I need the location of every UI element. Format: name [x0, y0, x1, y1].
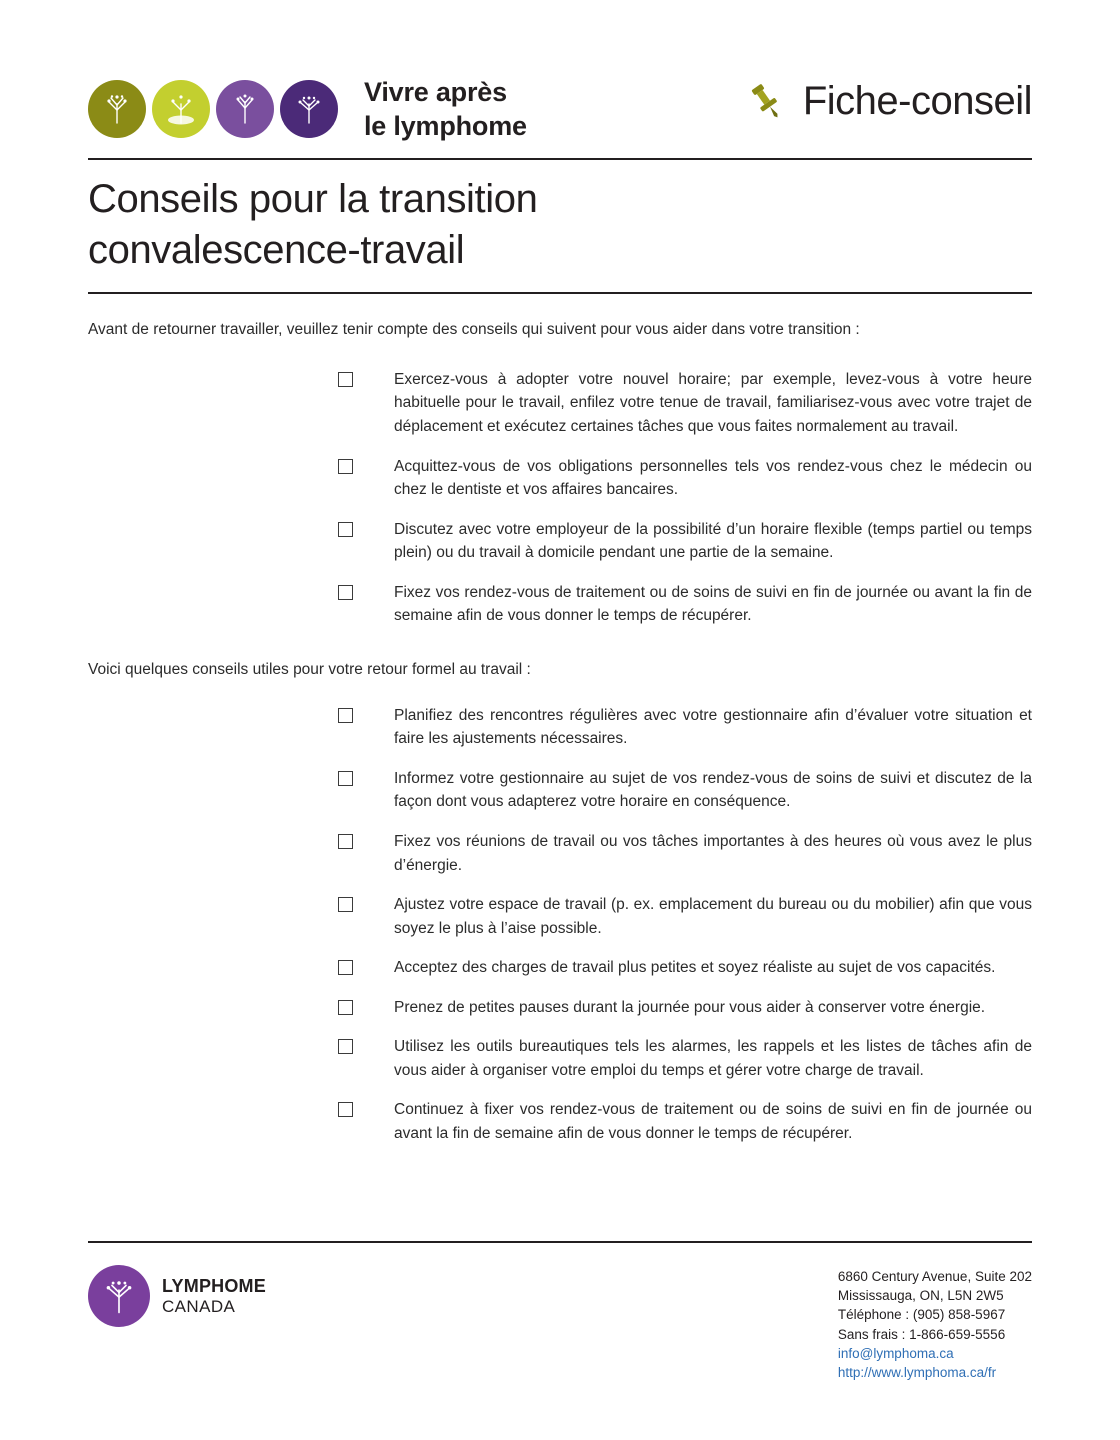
phone-number: Téléphone : (905) 858-5967 [837, 1307, 1006, 1323]
checkbox-icon[interactable] [338, 1102, 353, 1117]
checkbox-icon[interactable] [338, 585, 353, 600]
list-item-label: Utilisez les outils bureautiques tels les alarmes, les rappels et les listes de tâches afin de vous aider à organiser votre emploi du temps et gérer votre charge de travail. [394, 1038, 1032, 1079]
list-item-label: Ajustez votre espace de travail (p. ex. emplacement du bureau ou du mobilier) afin que vous soyez le plus à l’aise possible. [394, 896, 1032, 937]
checklist-before-return [88, 368, 1032, 628]
checkbox-icon[interactable] [338, 1039, 353, 1054]
checkbox-icon[interactable] [338, 771, 353, 786]
organization-name-line-1: LYMPHOME [162, 1275, 266, 1296]
logo-circle-deep-purple [280, 80, 338, 138]
list-item [338, 767, 1032, 814]
checkbox-icon[interactable] [338, 522, 353, 537]
list-item [338, 830, 1032, 877]
organization-name [162, 1276, 266, 1316]
header-divider [88, 158, 1032, 160]
list-item [338, 704, 1032, 751]
checkbox-icon[interactable] [338, 459, 353, 474]
list-item [338, 518, 1032, 565]
logo-circle-purple [216, 80, 274, 138]
tree-icon [292, 92, 326, 126]
page-footer [0, 1241, 1120, 1382]
tree-icon [99, 1276, 139, 1316]
logo-circle-footer [88, 1265, 150, 1327]
list-item-label: Fixez vos rendez-vous de traitement ou de soins de suivi en fin de journée ou avant la fin de semaine afin de vous donner le temps de récupérer. [394, 583, 1032, 625]
checklist-after-return [88, 704, 1032, 1146]
brand-wordmark [364, 72, 527, 144]
list-item-label: Exercez-vous à adopter votre nouvel horaire; par exemple, levez-vous à votre heure habituelle pour le travail, enfilez votre tenue de travail, familiarisez-vous avec votre trajet de déplacement et exécutez certaines tâches que vous faites normalement au travail. [394, 370, 1032, 435]
document-body [88, 294, 1032, 1146]
list-item [338, 368, 1032, 439]
page-title [88, 174, 1032, 276]
list-item [338, 956, 1032, 980]
page-title-line-1: Conseils pour la transition [88, 176, 538, 221]
logo-circle-olive [88, 80, 146, 138]
pushpin-icon [743, 78, 789, 124]
brand-line-1: Vivre après [364, 77, 507, 107]
list-item-label: Fixez vos réunions de travail ou vos tâches importantes à des heures où vous avez le plus d’énergie. [394, 833, 1032, 874]
logo-circle-lime [152, 80, 210, 138]
list-item-label: Planifiez des rencontres régulières avec votre gestionnaire afin d’évaluer votre situation et faire les ajustements nécessaires. [394, 706, 1032, 748]
address-city: Mississauga, ON, L5N 2W5 [837, 1288, 1004, 1304]
brand-logo [88, 80, 338, 138]
document-type-badge [743, 72, 1032, 124]
list-item [338, 1035, 1032, 1082]
list-item-label: Prenez de petites pauses durant la journée pour vous aider à conserver votre énergie. [394, 998, 986, 1016]
list-item-label: Continuez à fixer vos rendez-vous de traitement ou de soins de suivi en fin de journée ou avant la fin de semaine afin de vous donner le temps de récupérer. [394, 1101, 1032, 1142]
list-item [338, 455, 1032, 502]
address-street: 6860 Century Avenue, Suite 202 [837, 1269, 1032, 1285]
badge-label: Fiche-conseil [802, 78, 1032, 123]
tree-icon [100, 92, 134, 126]
list-item [338, 893, 1032, 940]
toll-free-number: Sans frais : 1-866-659-5556 [837, 1326, 1006, 1342]
organization-logo [88, 1265, 266, 1327]
checkbox-icon[interactable] [338, 708, 353, 723]
tree-icon [164, 92, 198, 126]
brand-line-2: le lymphome [364, 110, 527, 141]
website-link[interactable]: http://www.lymphoma.ca/fr [837, 1364, 997, 1380]
checkbox-icon[interactable] [338, 834, 353, 849]
list-item [338, 996, 1032, 1020]
email-link[interactable]: info@lymphoma.ca [837, 1345, 954, 1361]
list-item [338, 1098, 1032, 1145]
tree-icon [228, 92, 262, 126]
footer-divider [88, 1241, 1032, 1243]
page-title-line-2: convalescence-travail [88, 227, 465, 272]
checkbox-icon[interactable] [338, 372, 353, 387]
list-item-label: Acceptez des charges de travail plus petites et soyez réaliste au sujet de vos capacités. [394, 959, 996, 977]
list-item-label: Discutez avec votre employeur de la possibilité d’un horaire flexible (temps partiel ou temps plein) ou du travail à domicile pendant une partie de la semaine. [394, 520, 1032, 562]
intro-paragraph-1: Avant de retourner travailler, veuillez tenir compte des conseils qui suivent pour vous aider dans votre transition : [88, 320, 860, 338]
intro-paragraph-2: Voici quelques conseils utiles pour votre retour formel au travail : [88, 660, 531, 678]
checkbox-icon[interactable] [338, 960, 353, 975]
page-header [0, 0, 1120, 144]
contact-information [838, 1265, 1032, 1382]
checkbox-icon[interactable] [338, 897, 353, 912]
list-item-label: Informez votre gestionnaire au sujet de vos rendez-vous de soins de suivi et discutez de la façon dont vous adapterez votre horaire en conséquence. [394, 769, 1032, 811]
organization-name-line-2: CANADA [162, 1296, 236, 1316]
list-item-label: Acquittez-vous de vos obligations personnelles tels vos rendez-vous chez le médecin ou chez le dentiste et vos affaires bancaires. [394, 457, 1032, 499]
checkbox-icon[interactable] [338, 1000, 353, 1015]
list-item [338, 581, 1032, 628]
